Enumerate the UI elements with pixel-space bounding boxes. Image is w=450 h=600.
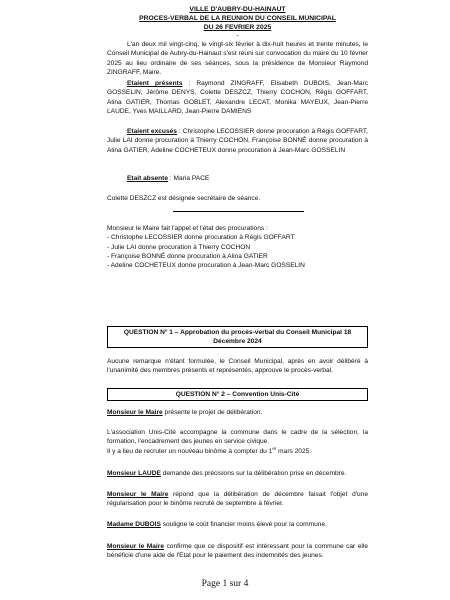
presents-label: Etaient présents	[127, 80, 183, 87]
intro-paragraph: L'an deux mil vingt-cinq, le vingt-six février à dix-huit heures et trente minutes, le Conseil Municipal de Aubry-du-Hainaut s'est réuni sur convocation du maire du 10 février 2025 au lieu ordinaire de ses séances, sous la présidence de Monsieur Raymond ZINGRAFF, Maire.	[107, 41, 368, 76]
separator-line	[173, 211, 304, 212]
speaker-label: Monsieur LAUDE	[107, 470, 161, 477]
absente-paragraph	[107, 174, 368, 183]
paragraph-text: présente le projet de délibération.	[162, 409, 263, 416]
procuration-item: - Christophe LECOSSIER donne procuration à Régis GOFFART	[107, 234, 295, 242]
document-header	[107, 5, 368, 32]
paragraph-text: confirme que ce dispositif est intéressant pour la commune car elle bénéficie d'une aide de l'Etat pour le paiement des indemnités des jeunes.	[107, 543, 369, 560]
paragraph-text: mars 2025.	[276, 448, 312, 455]
q2-paragraph-recrutement	[107, 447, 368, 456]
speaker-label: Monsieur le Maire	[107, 491, 169, 498]
q2-paragraph-dubois	[107, 520, 368, 529]
procurations-intro: Monsieur le Maire fait l'appel et l'état des procurations :	[107, 225, 268, 232]
procuration-item: - Françoise BONNÉ donne procuration à Alina GATIER	[107, 252, 268, 260]
speaker-label: Monsieur le Maire	[107, 409, 163, 416]
q2-paragraph-maire-repond	[107, 490, 368, 509]
ordinal-suffix: er	[272, 445, 277, 451]
paragraph-text: Il y a lieu de recruter un nouveau binôme à compter du 1	[107, 448, 273, 455]
page-number: Page 1 sur 4	[201, 579, 249, 589]
document-title: PROCES-VERBAL DE LA REUNION DU CONSEIL MUNICIPAL	[139, 15, 336, 22]
speaker-label: Madame DUBOIS	[107, 521, 161, 528]
paragraph-text: répond que la délibération de décembre faisait l'objet d'une régularisation pour le binôme recruté de septembre à février.	[107, 491, 368, 508]
excuses-names: : Christophe LECOSSIER donne procuration à Régis GOFFART, Julie LAI donne procuration à Thierry COCHON, Françoise BONNÉ donne procuration à Alina GATIER, Adeline COCHETEUX donne procuration à Jean-Marc GOSSELIN	[107, 128, 368, 154]
secretaire-paragraph: Colette DESZCZ est désignée secrétaire de séance.	[107, 195, 261, 202]
speaker-label: Monsieur le Maire	[107, 543, 165, 550]
intro-dash: -	[236, 32, 239, 39]
excuses-label: Etaient excusés	[127, 128, 177, 135]
q2-paragraph-maire-presente	[107, 408, 368, 417]
presents-paragraph	[107, 79, 368, 116]
question-1-title-line2: Décembre 2024	[213, 338, 262, 345]
meeting-date: DU 26 FEVRIER 2025	[203, 24, 272, 31]
q2-paragraph-maire-confirme	[107, 542, 368, 561]
presents-names: : Raymond ZINGRAFF, Elisabeth DUBOIS, Jean-Marc GOSSELIN, Jérôme DENYS, Colette DESZCZ, Thierry COCHON, Régis GOFFART, Alina GATIER, Thomas GOBLET, Alexandre LECAT, Monika MAYEUX, Jean-Pierre LAUDE, Yves MAILLARD, Jean-Pierre DAMIENS	[107, 80, 368, 115]
excuses-paragraph	[107, 127, 368, 155]
procuration-item: - Julie LAI donne procuration à Thierry COCHON	[107, 243, 251, 251]
absente-name: : Maria PACE	[168, 175, 210, 182]
q2-paragraph-laude	[107, 469, 368, 478]
procuration-item: - Adeline COCHETEUX donne procuration à Jean-Marc GOSSELIN	[107, 262, 305, 270]
question-2-title-box	[107, 388, 368, 401]
paragraph-text: demande des précisions sur la délibération prise en décembre.	[160, 470, 347, 477]
question-1-paragraph: Aucune remarque n'étant formulée, le Conseil Municipal, après en avoir délibéré à l'unanimité des membres présents et représentés, approuve le procès-verbal.	[107, 358, 368, 375]
paragraph-text: souligne le coût financier moins élevé pour la commune.	[160, 521, 327, 528]
absente-label: Etait absente	[127, 175, 169, 182]
town-name: VILLE D'AUBRY-DU-HAINAUT	[189, 6, 286, 13]
question-1-title-line1: QUESTION N° 1 – Approbation du procès-verbal du Conseil Municipal 18	[123, 329, 352, 336]
question-1-title-box	[107, 326, 368, 348]
procurations-block	[107, 224, 368, 270]
question-2-title: QUESTION N° 2 – Convention Unis-Cité	[175, 391, 300, 398]
q2-paragraph-unis-cite: L'association Unis-Cité accompagne la commune dans le cadre de la sélection, la formation, l'encadrement des jeunes en service civique.	[107, 429, 368, 446]
